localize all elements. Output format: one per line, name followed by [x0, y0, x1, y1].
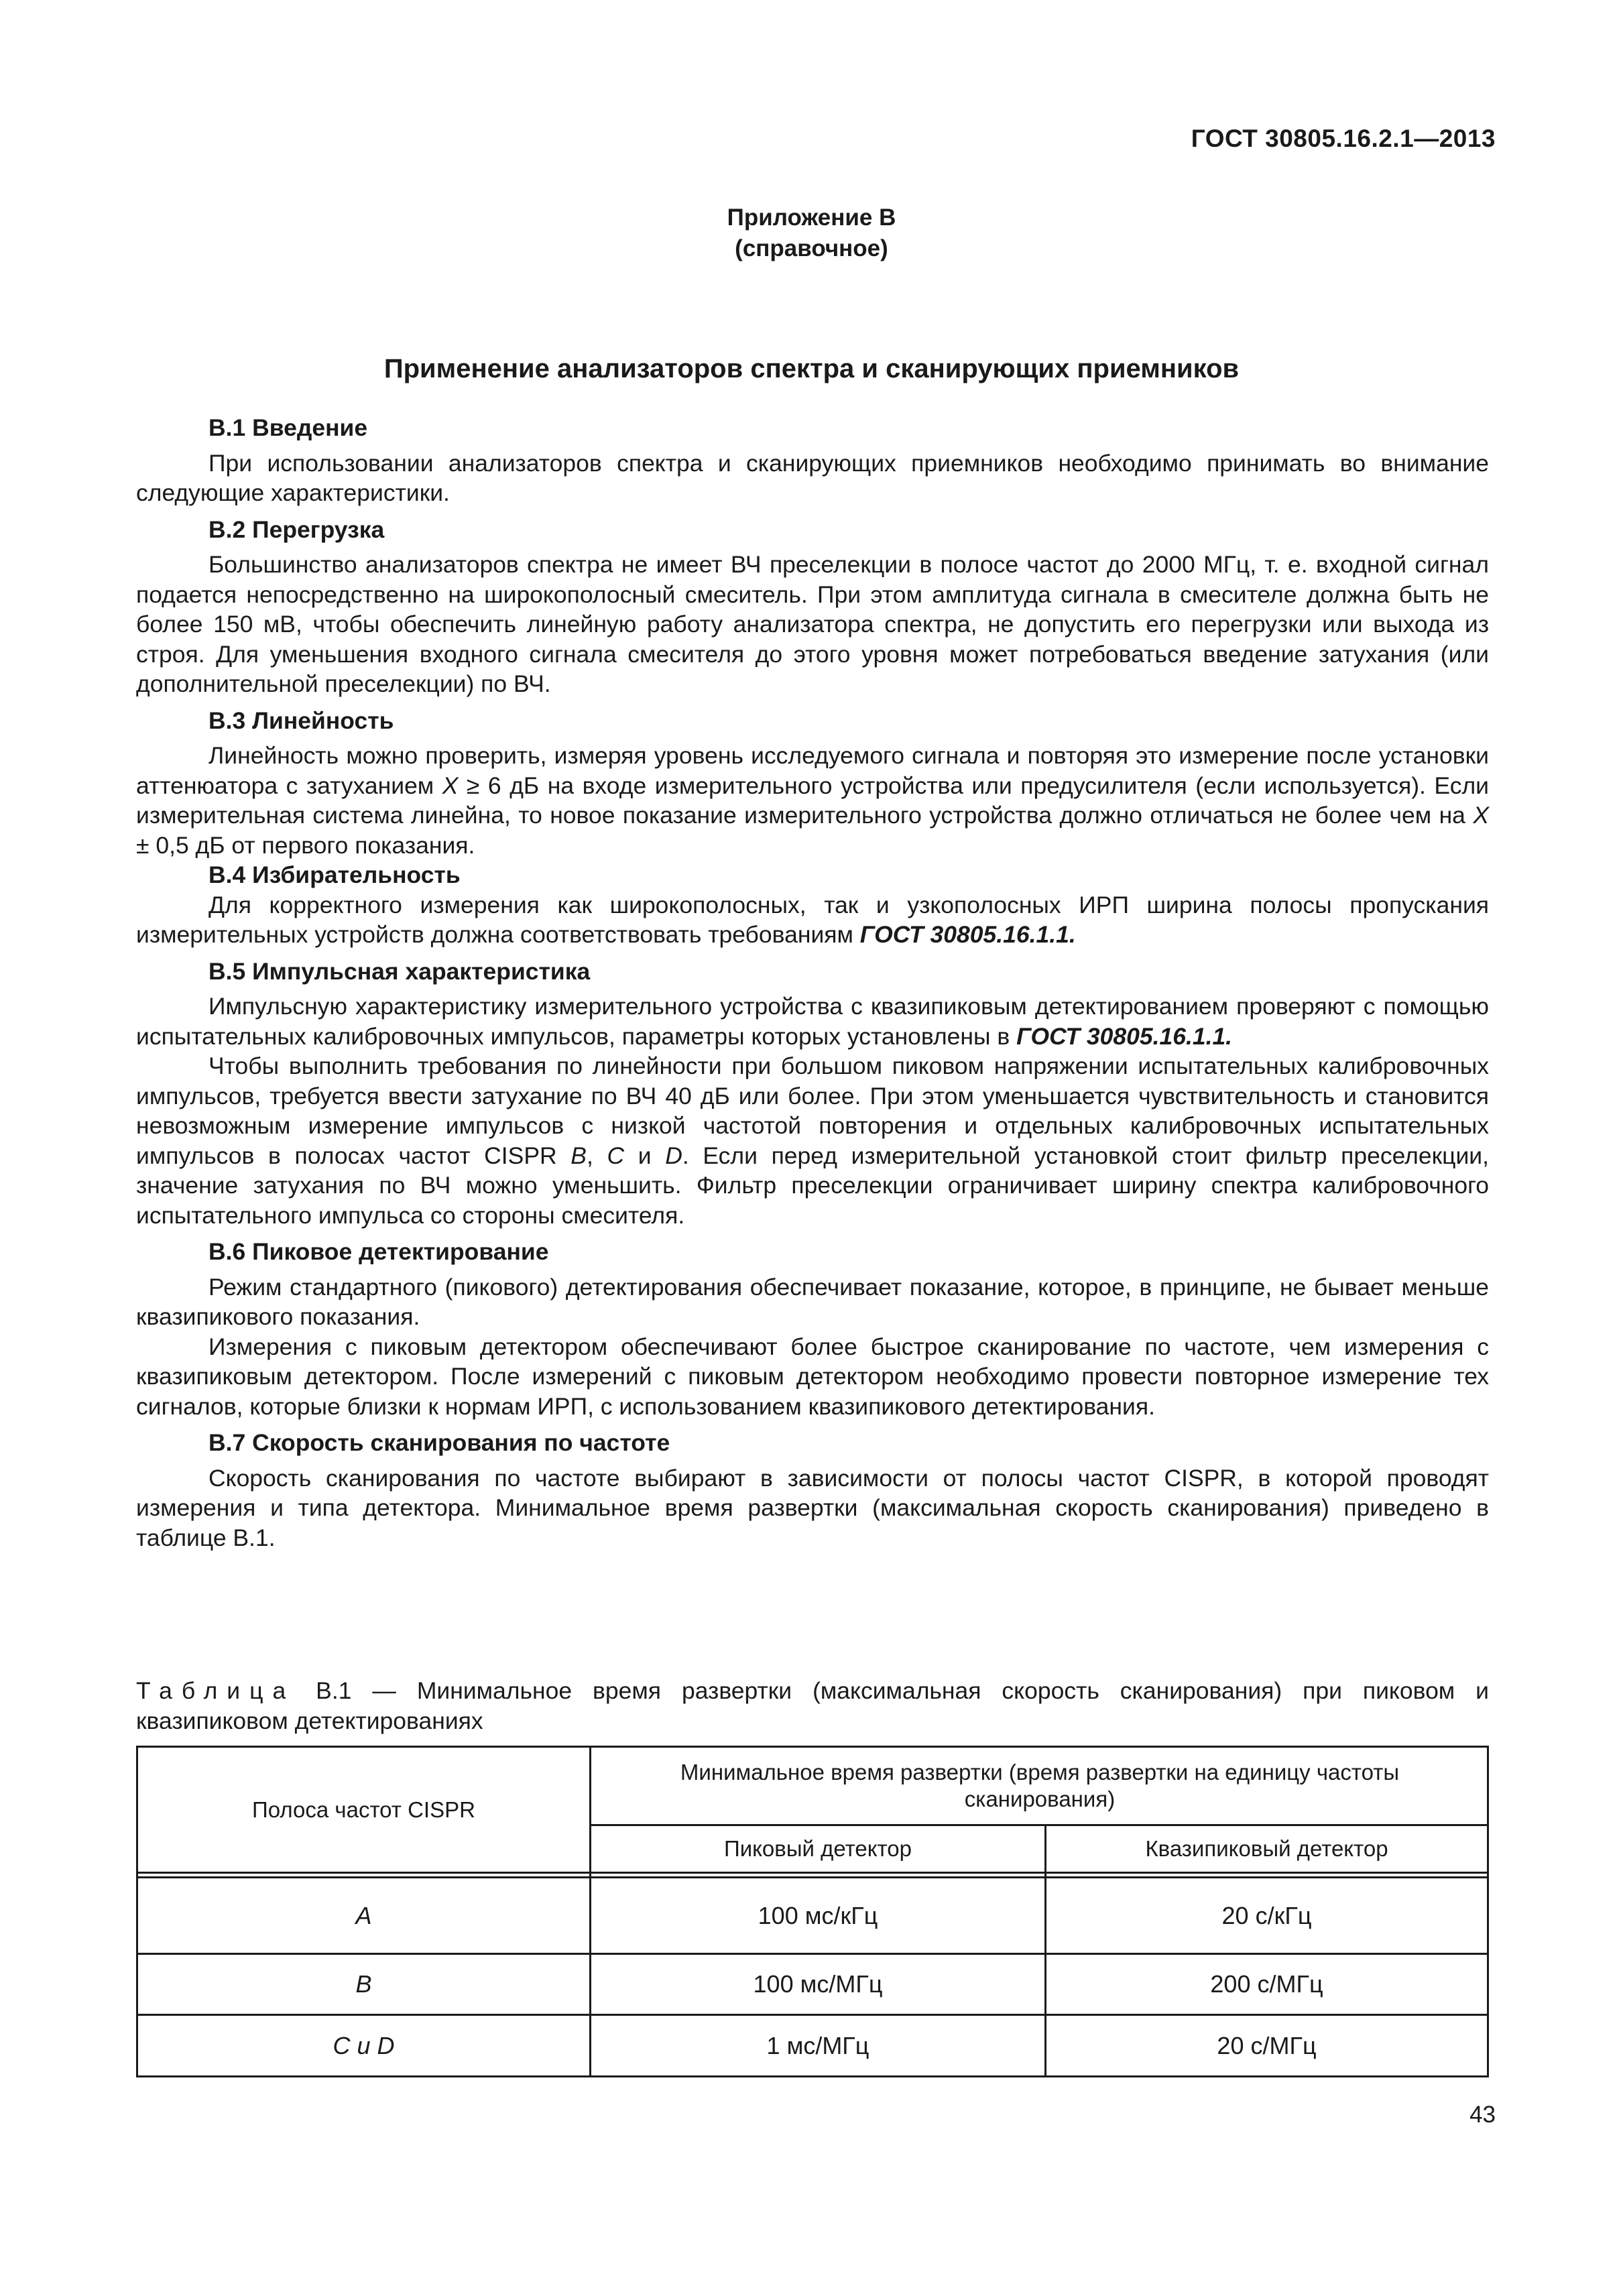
section-b6-paragraph-1: Режим стандартного (пикового) детектирования обеспечивает показание, которое, в принципе, не бывает меньше квазипикового показания. — [136, 1273, 1489, 1330]
band-b: B — [570, 1142, 587, 1169]
table-cell-quasipeak: 20 с/МГц — [1217, 2031, 1317, 2059]
header-sweep-group: Минимальное время развертки (время развертки на единицу частоты сканирования) — [680, 1760, 1400, 1811]
section-heading-b4: В.4 Избирательность — [208, 861, 461, 888]
document-body — [136, 413, 1489, 1559]
appendix-heading — [0, 202, 1623, 264]
appendix-title: Приложение В — [727, 204, 896, 231]
table-cell-quasipeak: 200 с/МГц — [1210, 1970, 1323, 1998]
section-heading-b1: В.1 Введение — [208, 414, 368, 441]
table-cell-peak: 1 мс/МГц — [766, 2031, 869, 2059]
table-cell-band: B — [355, 1970, 372, 1998]
text-run: , — [586, 1142, 607, 1169]
table-cell-peak: 100 мс/кГц — [758, 1901, 878, 1929]
table-caption-lead: Таблица — [136, 1677, 296, 1704]
table-cell-peak: 100 мс/МГц — [753, 1970, 883, 1998]
section-b3-paragraph — [136, 741, 1489, 860]
table-hline — [138, 1872, 1487, 1874]
variable-x: X — [1473, 802, 1489, 829]
standard-number: ГОСТ 30805.16.2.1—2013 — [1191, 125, 1496, 152]
text-run: ± 0,5 дБ от первого показания. — [136, 831, 475, 859]
section-b1-paragraph: При использовании анализаторов спектра и сканирующих приемников необходимо принимать во внимание следующие характеристики. — [136, 449, 1489, 506]
document-title: Применение анализаторов спектра и сканирующих приемников — [383, 354, 1240, 383]
header-peak: Пиковый детектор — [723, 1836, 912, 1861]
band-c: C — [607, 1142, 625, 1169]
band-d: D — [665, 1142, 682, 1169]
section-b6-paragraph-2: Измерения с пиковым детектором обеспечивают более быстрое сканирование по частоте, чем измерения с квазипиковым детектором. После измерений с пиковым детектором необходимо провести повторное измерение тех сигналов, которые близки к нормам ИРП, с использованием квазипикового детектирования. — [136, 1333, 1489, 1420]
section-b2-paragraph: Большинство анализаторов спектра не имеет ВЧ преселекции в полосе частот до 2000 МГц, т. е. входной сигнал подается непосредственно на широкополосный смеситель. При этом амплитуда сигнала в смесителе должна быть не более 150 мВ, чтобы обеспечить линейную работу анализатора спектра, не допустить его перегрузки или выхода из строя. Для уменьшения входного сигнала смесителя до этого уровня может потребоваться введение затухания (или дополнительной преселекции) по ВЧ. — [136, 551, 1489, 697]
sweep-time-table — [136, 1746, 1489, 2077]
section-b4-paragraph — [136, 890, 1489, 950]
page-number: 43 — [1469, 2102, 1496, 2128]
table-caption-text: В.1 — Минимальное время развертки (максимальная скорость сканирования) при пиковом и квазипиковом детектированиях — [136, 1677, 1489, 1734]
header-quasipeak: Квазипиковый детектор — [1145, 1836, 1388, 1861]
section-heading-b5: В.5 Импульсная характеристика — [208, 957, 591, 985]
section-b5-paragraph-2 — [136, 1051, 1489, 1230]
section-heading-b2: В.2 Перегрузка — [208, 516, 385, 543]
text-run: Импульсную характеристику измерительного устройства с квазипиковым детектированием проверяют с помощью испытательных калибровочных импульсов, параметры которых установлены в — [136, 993, 1489, 1050]
section-b5-paragraph-1 — [136, 991, 1489, 1051]
text-run: Чтобы выполнить требования по линейности при большом пиковом напряжении испытательных калибровочных импульсов, требуется ввести затухание по ВЧ 40 дБ или более. При этом уменьшается чувствительность и становится невозможным измерение импульсов с низкой частотой повторения и отдельных калибровочных испытательных импульсов в полосах частот CISPR — [136, 1052, 1489, 1169]
section-heading-b6: В.6 Пиковое детектирование — [208, 1238, 549, 1265]
table-cell-quasipeak: 20 с/кГц — [1221, 1901, 1312, 1929]
text-run: . Если перед измерительной установкой стоит фильтр преселекции, значение затухания по ВЧ можно уменьшить. Фильтр преселекции ограничивает ширину спектра калибровочного испытательного импульса со стороны смесителя. — [136, 1142, 1489, 1229]
text-run: и — [624, 1142, 666, 1169]
section-heading-b7: В.7 Скорость сканирования по частоте — [208, 1429, 670, 1456]
text-run: ≥ 6 дБ на входе измерительного устройства или предусилителя (если используется). Если измерительная система линейна, то новое показание измерительного устройства должно отличаться не более чем на — [136, 772, 1489, 829]
standard-reference: ГОСТ 30805.16.1.1. — [1016, 1022, 1233, 1050]
standard-reference: ГОСТ 30805.16.1.1. — [859, 921, 1076, 948]
variable-x: X — [442, 772, 459, 799]
table-cell-band: A — [355, 1901, 372, 1929]
table-caption — [136, 1676, 1489, 1736]
section-b7-paragraph: Скорость сканирования по частоте выбирают в зависимости от полосы частот CISPR, в которой проводят измерения и типа детектора. Минимальное время развертки (максимальная скорость сканирования) приведено в таблице В.1. — [136, 1464, 1489, 1551]
text-run: Линейность можно проверить, измеряя уровень исследуемого сигнала и повторяя это измерение после установки аттенюатора с затуханием — [136, 742, 1489, 799]
table-cell-band: C и D — [333, 2031, 395, 2059]
section-heading-b3: В.3 Линейность — [208, 707, 394, 734]
appendix-type: (справочное) — [735, 235, 888, 261]
header-band: Полоса частот CISPR — [252, 1797, 475, 1822]
text-run: Для корректного измерения как широкополосных, так и узкополосных ИРП ширина полосы пропускания измерительных устройств должна соответствовать требованиям — [136, 891, 1489, 948]
